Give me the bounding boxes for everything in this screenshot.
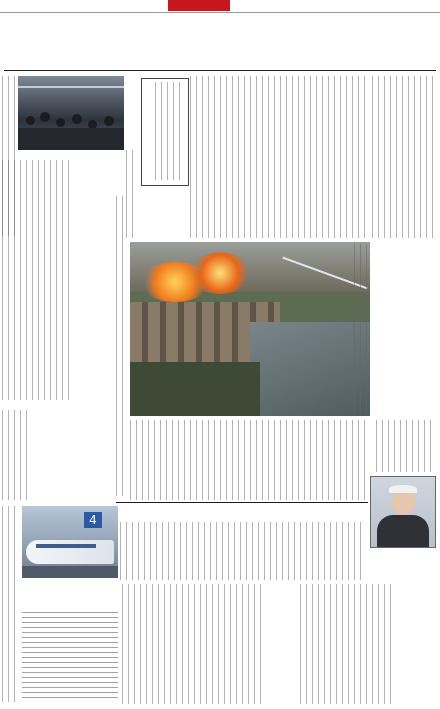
fire-photo — [130, 242, 370, 416]
kim-article-body-lower — [122, 584, 262, 704]
sidebar-body — [155, 82, 185, 180]
left-article-body-lower — [2, 506, 20, 702]
fire-article-body — [130, 420, 366, 500]
headline-divider — [4, 70, 436, 71]
president-article-body — [300, 584, 392, 704]
fire-photo-caption-column — [354, 244, 368, 414]
main-article-body — [190, 76, 368, 238]
newspaper-logo — [168, 0, 230, 11]
portrait-photo — [370, 476, 436, 548]
pmi-article-body — [2, 160, 74, 400]
kim-article-body — [120, 522, 366, 580]
kim-top-rule — [116, 502, 368, 503]
page-number — [422, 0, 438, 11]
crowd-photo — [18, 76, 124, 150]
train-article-body — [22, 612, 118, 702]
main-article-body-right — [372, 76, 436, 238]
train-photo: 4 — [22, 506, 118, 578]
pmi-article-body-right — [116, 196, 128, 496]
fire-article-body-right — [376, 420, 436, 472]
pmi-sub-article-body — [2, 410, 32, 500]
